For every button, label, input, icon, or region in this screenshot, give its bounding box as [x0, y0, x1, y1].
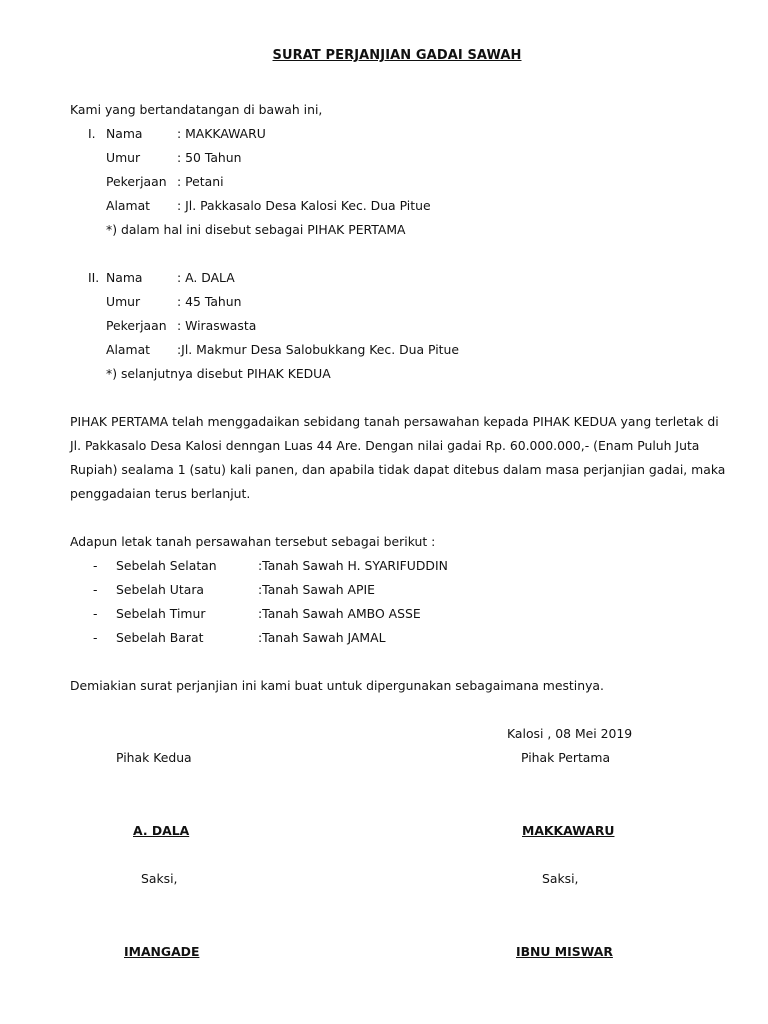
- party-2-name-label: Nama: [106, 270, 143, 285]
- party-1-age-value: : 50 Tahun: [177, 150, 242, 165]
- list-bullet: -: [93, 630, 98, 645]
- boundary-value: :Tanah Sawah APIE: [258, 582, 375, 597]
- paragraph-line: Rupiah) sealama 1 (satu) kali panen, dan apabila tidak dapat ditebus dalam masa perjanjian gadai, maka: [70, 462, 726, 477]
- boundary-label: Sebelah Utara: [116, 582, 205, 597]
- intro-text: Kami yang bertandatangan di bawah ini,: [70, 102, 323, 117]
- party-1-job-value: : Petani: [177, 174, 224, 189]
- boundary-intro: Adapun letak tanah persawahan tersebut sebagai berikut :: [70, 534, 436, 549]
- boundary-label: Sebelah Selatan: [116, 558, 217, 573]
- party-2-age-value: : 45 Tahun: [177, 294, 242, 309]
- closing-statement: Demiakian surat perjanjian ini kami buat untuk dipergunakan sebagaimana mestinya.: [70, 678, 604, 693]
- party-1-note: *) dalam hal ini disebut sebagai PIHAK PERTAMA: [106, 222, 406, 237]
- boundary-value: :Tanah Sawah JAMAL: [258, 630, 386, 645]
- right-witness-label: Saksi,: [542, 871, 579, 886]
- party-1-name-label: Nama: [106, 126, 143, 141]
- boundary-label: Sebelah Timur: [116, 606, 206, 621]
- list-bullet: -: [93, 606, 98, 621]
- paragraph-line: penggadaian terus berlanjut.: [70, 486, 251, 501]
- boundary-value: :Tanah Sawah AMBO ASSE: [258, 606, 421, 621]
- party-2-note: *) selanjutnya disebut PIHAK KEDUA: [106, 366, 331, 381]
- right-signatory-role: Pihak Pertama: [521, 750, 611, 765]
- party-1-address-label: Alamat: [106, 198, 151, 213]
- party-2-number: II.: [88, 270, 100, 285]
- party-2-age-label: Umur: [106, 294, 141, 309]
- boundary-value: :Tanah Sawah H. SYARIFUDDIN: [258, 558, 448, 573]
- party-1-job-label: Pekerjaan: [106, 174, 167, 189]
- right-signatory-name: MAKKAWARU: [522, 823, 615, 838]
- paragraph-line: Jl. Pakkasalo Desa Kalosi denngan Luas 44 Are. Dengan nilai gadai Rp. 60.000.000,- (Enam Puluh Juta: [70, 438, 700, 453]
- left-signatory-name: A. DALA: [133, 823, 190, 838]
- party-1-number: I.: [88, 126, 96, 141]
- list-bullet: -: [93, 582, 98, 597]
- party-1-address-value: : Jl. Pakkasalo Desa Kalosi Kec. Dua Pitue: [177, 198, 431, 213]
- place-date: Kalosi , 08 Mei 2019: [507, 726, 633, 741]
- list-bullet: -: [93, 558, 98, 573]
- left-witness-label: Saksi,: [141, 871, 178, 886]
- party-1-age-label: Umur: [106, 150, 141, 165]
- paragraph-line: PIHAK PERTAMA telah menggadaikan sebidang tanah persawahan kepada PIHAK KEDUA yang terletak di: [70, 414, 719, 429]
- party-1-name-value: : MAKKAWARU: [177, 126, 266, 141]
- party-2-address-label: Alamat: [106, 342, 151, 357]
- boundary-label: Sebelah Barat: [116, 630, 204, 645]
- party-2-job-value: : Wiraswasta: [177, 318, 257, 333]
- left-signatory-role: Pihak Kedua: [116, 750, 192, 765]
- party-2-job-label: Pekerjaan: [106, 318, 167, 333]
- party-2-name-value: : A. DALA: [177, 270, 235, 285]
- party-2-address-value: :Jl. Makmur Desa Salobukkang Kec. Dua Pitue: [177, 342, 460, 357]
- document-title: SURAT PERJANJIAN GADAI SAWAH: [272, 48, 522, 63]
- right-witness-name: IBNU MISWAR: [516, 944, 613, 959]
- left-witness-name: IMANGADE: [124, 944, 200, 959]
